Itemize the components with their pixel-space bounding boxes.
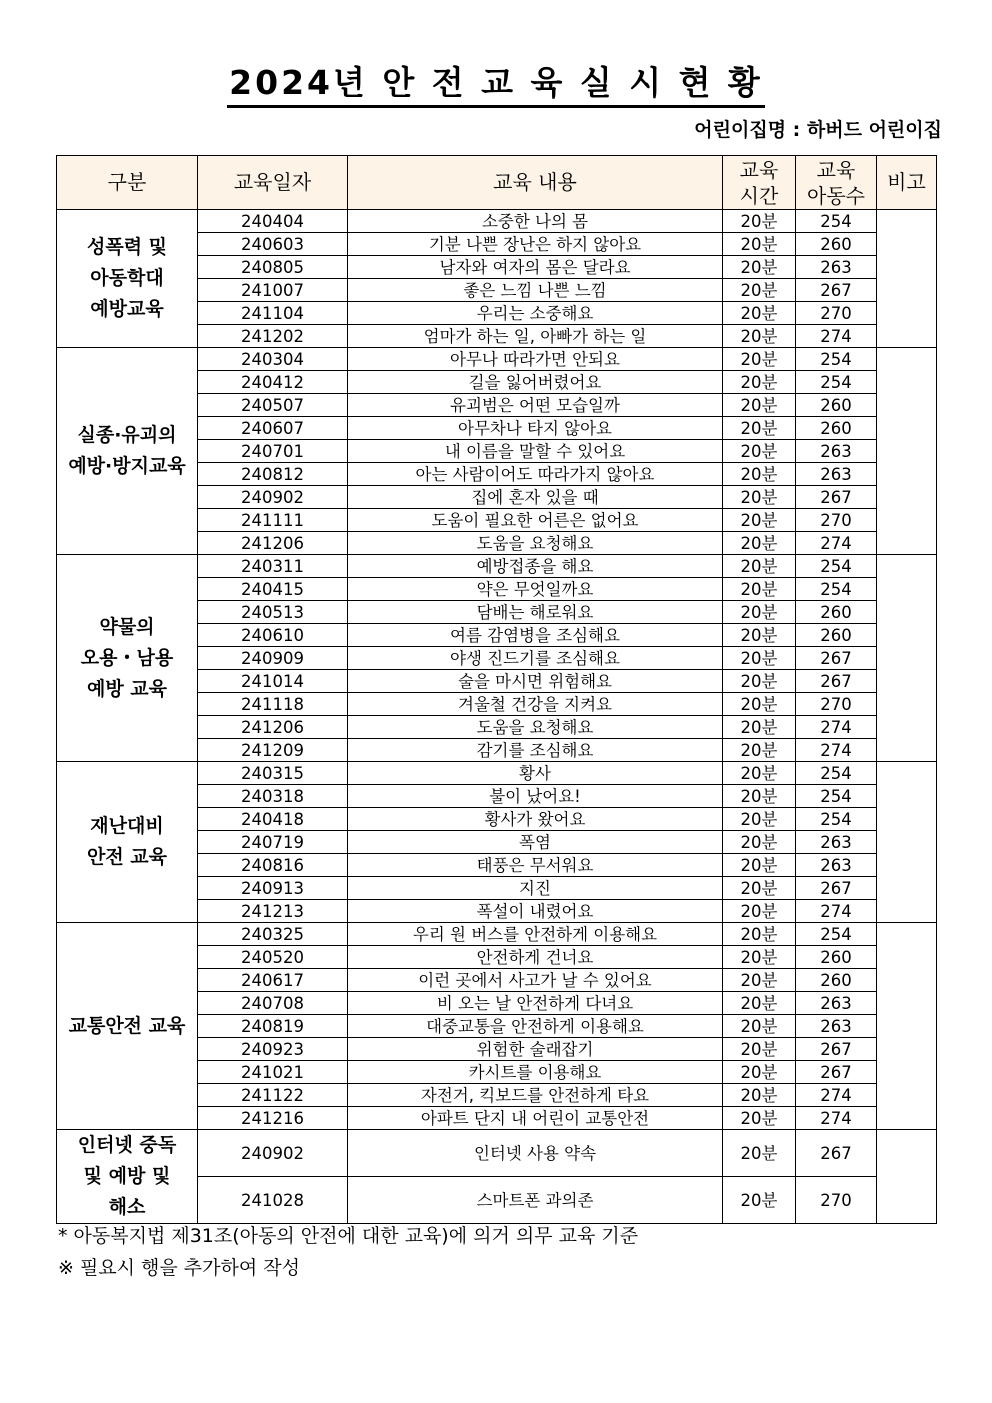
time-cell: 20분 (723, 647, 796, 670)
category-label-line: 교통안전 교육 (68, 1014, 186, 1037)
date-cell: 241007 (198, 279, 348, 302)
document-title (0, 62, 992, 108)
content-cell: 도움을 요청해요 (348, 532, 723, 555)
category-label-line: 오용・남용 (80, 646, 174, 669)
content-cell: 안전하게 건너요 (348, 946, 723, 969)
time-cell: 20분 (723, 1061, 796, 1084)
date-cell: 240701 (198, 440, 348, 463)
content-cell: 야생 진드기를 조심해요 (348, 647, 723, 670)
time-cell: 20분 (723, 394, 796, 417)
time-cell: 20분 (723, 900, 796, 923)
time-cell: 20분 (723, 969, 796, 992)
document-title-text: 2024년 안 전 교 육 실 시 현 황 (227, 62, 765, 108)
content-cell: 남자와 여자의 몸은 달라요 (348, 256, 723, 279)
category-cell (57, 923, 198, 1130)
time-cell: 20분 (723, 923, 796, 946)
date-cell: 240902 (198, 1130, 348, 1177)
content-cell: 자전거, 킥보드를 안전하게 타요 (348, 1084, 723, 1107)
content-cell: 폭염 (348, 831, 723, 854)
content-cell: 겨울철 건강을 지켜요 (348, 693, 723, 716)
content-cell: 아파트 단지 내 어린이 교통안전 (348, 1107, 723, 1130)
time-cell: 20분 (723, 1177, 796, 1224)
date-cell: 240708 (198, 992, 348, 1015)
date-cell: 241206 (198, 532, 348, 555)
content-cell: 황사가 왔어요 (348, 808, 723, 831)
date-cell: 241028 (198, 1177, 348, 1224)
content-cell: 감기를 조심해요 (348, 739, 723, 762)
content-cell: 내 이름을 말할 수 있어요 (348, 440, 723, 463)
category-label-line: 약물의 (99, 615, 155, 638)
date-cell: 240404 (198, 210, 348, 233)
date-cell: 240617 (198, 969, 348, 992)
count-cell: 263 (796, 854, 877, 877)
table-row (57, 762, 937, 785)
content-cell: 집에 혼자 있을 때 (348, 486, 723, 509)
content-cell: 길을 잃어버렸어요 (348, 371, 723, 394)
date-cell: 240315 (198, 762, 348, 785)
date-cell: 240607 (198, 417, 348, 440)
content-cell: 위험한 술래잡기 (348, 1038, 723, 1061)
count-cell: 254 (796, 808, 877, 831)
content-cell: 약은 무엇일까요 (348, 578, 723, 601)
time-cell: 20분 (723, 302, 796, 325)
date-cell: 240325 (198, 923, 348, 946)
footnote-add-rows: ※ 필요시 행을 추가하여 작성 (58, 1257, 300, 1279)
count-cell: 254 (796, 762, 877, 785)
time-cell: 20분 (723, 463, 796, 486)
content-cell: 여름 감염병을 조심해요 (348, 624, 723, 647)
header-count (796, 156, 877, 210)
date-cell: 241209 (198, 739, 348, 762)
count-cell: 270 (796, 693, 877, 716)
time-cell: 20분 (723, 578, 796, 601)
date-cell: 240520 (198, 946, 348, 969)
category-cell (57, 1130, 198, 1224)
time-cell: 20분 (723, 1107, 796, 1130)
table-row (57, 210, 937, 233)
date-cell: 240819 (198, 1015, 348, 1038)
time-cell: 20분 (723, 992, 796, 1015)
table-row (57, 555, 937, 578)
count-cell: 267 (796, 279, 877, 302)
date-cell: 241213 (198, 900, 348, 923)
time-cell: 20분 (723, 739, 796, 762)
count-cell: 260 (796, 624, 877, 647)
date-cell: 240812 (198, 463, 348, 486)
content-cell: 우리는 소중해요 (348, 302, 723, 325)
note-cell (877, 762, 937, 923)
category-label-line: 및 예방 및 (83, 1165, 171, 1187)
content-cell: 카시트를 이용해요 (348, 1061, 723, 1084)
note-cell (877, 210, 937, 348)
count-cell: 263 (796, 463, 877, 486)
category-label-line: 성폭력 및 (86, 236, 168, 258)
category-label-line: 안전 교육 (86, 846, 168, 868)
count-cell: 270 (796, 1177, 877, 1224)
content-cell: 지진 (348, 877, 723, 900)
count-cell: 254 (796, 348, 877, 371)
time-cell: 20분 (723, 670, 796, 693)
content-cell: 아는 사람이어도 따라가지 않아요 (348, 463, 723, 486)
time-cell: 20분 (723, 325, 796, 348)
count-cell: 254 (796, 785, 877, 808)
count-cell: 267 (796, 1038, 877, 1061)
table-row (57, 1130, 937, 1177)
count-cell: 263 (796, 440, 877, 463)
category-label-line: 예방교육 (90, 298, 164, 320)
content-cell: 술을 마시면 위험해요 (348, 670, 723, 693)
count-cell: 254 (796, 210, 877, 233)
time-cell: 20분 (723, 762, 796, 785)
count-cell: 254 (796, 923, 877, 946)
time-cell: 20분 (723, 555, 796, 578)
date-cell: 240507 (198, 394, 348, 417)
time-cell: 20분 (723, 371, 796, 394)
count-cell: 274 (796, 716, 877, 739)
count-cell: 260 (796, 601, 877, 624)
count-cell: 274 (796, 739, 877, 762)
category-cell (57, 762, 198, 923)
header-content: 교육 내용 (348, 156, 723, 210)
content-cell: 우리 원 버스를 안전하게 이용해요 (348, 923, 723, 946)
date-cell: 240805 (198, 256, 348, 279)
count-cell: 267 (796, 1130, 877, 1177)
date-cell: 240902 (198, 486, 348, 509)
content-cell: 비 오는 날 안전하게 다녀요 (348, 992, 723, 1015)
count-cell: 260 (796, 233, 877, 256)
content-cell: 기분 나쁜 장난은 하지 않아요 (348, 233, 723, 256)
date-cell: 240909 (198, 647, 348, 670)
content-cell: 황사 (348, 762, 723, 785)
note-cell (877, 1130, 937, 1224)
count-cell: 267 (796, 647, 877, 670)
time-cell: 20분 (723, 624, 796, 647)
time-cell: 20분 (723, 601, 796, 624)
count-cell: 260 (796, 417, 877, 440)
header-time-line2: 시간 (739, 183, 779, 208)
date-cell: 240318 (198, 785, 348, 808)
count-cell: 254 (796, 371, 877, 394)
count-cell: 260 (796, 946, 877, 969)
date-cell: 240923 (198, 1038, 348, 1061)
header-count-line1: 교육 (816, 157, 856, 182)
center-name: 어린이집명 : 하버드 어린이집 (694, 119, 942, 141)
date-cell: 241122 (198, 1084, 348, 1107)
date-cell: 240610 (198, 624, 348, 647)
date-cell: 240719 (198, 831, 348, 854)
time-cell: 20분 (723, 440, 796, 463)
time-cell: 20분 (723, 256, 796, 279)
time-cell: 20분 (723, 532, 796, 555)
content-cell: 유괴범은 어떤 모습일까 (348, 394, 723, 417)
header-time-line1: 교육 (739, 157, 779, 182)
time-cell: 20분 (723, 785, 796, 808)
count-cell: 270 (796, 302, 877, 325)
category-label-line: 실종·유괴의 (77, 424, 177, 446)
date-cell: 241206 (198, 716, 348, 739)
content-cell: 소중한 나의 몸 (348, 210, 723, 233)
time-cell: 20분 (723, 1015, 796, 1038)
content-cell: 태풍은 무서워요 (348, 854, 723, 877)
date-cell: 241014 (198, 670, 348, 693)
date-cell: 240816 (198, 854, 348, 877)
table-row (57, 348, 937, 371)
content-cell: 스마트폰 과의존 (348, 1177, 723, 1224)
time-cell: 20분 (723, 417, 796, 440)
header-category: 구분 (57, 156, 198, 210)
header-count-line2: 아동수 (807, 183, 865, 208)
table-body (57, 210, 937, 1224)
header-date: 교육일자 (198, 156, 348, 210)
count-cell: 274 (796, 1084, 877, 1107)
count-cell: 274 (796, 1107, 877, 1130)
count-cell: 254 (796, 578, 877, 601)
time-cell: 20분 (723, 854, 796, 877)
time-cell: 20분 (723, 877, 796, 900)
category-label-line: 재난대비 (90, 815, 164, 837)
content-cell: 폭설이 내렸어요 (348, 900, 723, 923)
date-cell: 241104 (198, 302, 348, 325)
category-cell (57, 210, 198, 348)
time-cell: 20분 (723, 486, 796, 509)
time-cell: 20분 (723, 1130, 796, 1177)
count-cell: 260 (796, 394, 877, 417)
date-cell: 240913 (198, 877, 348, 900)
header-row (57, 156, 937, 210)
date-cell: 240311 (198, 555, 348, 578)
note-cell (877, 555, 937, 762)
content-cell: 예방접종을 해요 (348, 555, 723, 578)
date-cell: 240304 (198, 348, 348, 371)
time-cell: 20분 (723, 279, 796, 302)
count-cell: 267 (796, 486, 877, 509)
note-cell (877, 923, 937, 1130)
category-label-line: 아동학대 (90, 267, 164, 289)
category-label-line: 예방·방지교육 (68, 455, 186, 477)
content-cell: 대중교통을 안전하게 이용해요 (348, 1015, 723, 1038)
time-cell: 20분 (723, 348, 796, 371)
time-cell: 20분 (723, 808, 796, 831)
header-note: 비고 (877, 156, 937, 210)
count-cell: 254 (796, 555, 877, 578)
date-cell: 240415 (198, 578, 348, 601)
date-cell: 241111 (198, 509, 348, 532)
content-cell: 아무차나 타지 않아요 (348, 417, 723, 440)
count-cell: 274 (796, 325, 877, 348)
count-cell: 274 (796, 900, 877, 923)
content-cell: 도움이 필요한 어른은 없어요 (348, 509, 723, 532)
footnote-legal-basis: * 아동복지법 제31조(아동의 안전에 대한 교육)에 의거 의무 교육 기준 (58, 1225, 639, 1247)
count-cell: 267 (796, 1061, 877, 1084)
date-cell: 240603 (198, 233, 348, 256)
time-cell: 20분 (723, 831, 796, 854)
count-cell: 263 (796, 1015, 877, 1038)
content-cell: 좋은 느낌 나쁜 느낌 (348, 279, 723, 302)
count-cell: 267 (796, 670, 877, 693)
time-cell: 20분 (723, 1038, 796, 1061)
date-cell: 240418 (198, 808, 348, 831)
time-cell: 20분 (723, 509, 796, 532)
category-label-line: 해소 (108, 1196, 146, 1218)
count-cell: 270 (796, 509, 877, 532)
content-cell: 아무나 따라가면 안되요 (348, 348, 723, 371)
count-cell: 274 (796, 532, 877, 555)
count-cell: 260 (796, 969, 877, 992)
time-cell: 20분 (723, 210, 796, 233)
table-row (57, 923, 937, 946)
time-cell: 20분 (723, 946, 796, 969)
category-cell (57, 555, 198, 762)
time-cell: 20분 (723, 1084, 796, 1107)
time-cell: 20분 (723, 233, 796, 256)
content-cell: 엄마가 하는 일, 아빠가 하는 일 (348, 325, 723, 348)
content-cell: 불이 났어요! (348, 785, 723, 808)
time-cell: 20분 (723, 716, 796, 739)
date-cell: 240513 (198, 601, 348, 624)
content-cell: 담배는 해로워요 (348, 601, 723, 624)
header-time (723, 156, 796, 210)
count-cell: 263 (796, 992, 877, 1015)
count-cell: 263 (796, 831, 877, 854)
date-cell: 240412 (198, 371, 348, 394)
content-cell: 이런 곳에서 사고가 날 수 있어요 (348, 969, 723, 992)
date-cell: 241202 (198, 325, 348, 348)
note-cell (877, 348, 937, 555)
count-cell: 263 (796, 256, 877, 279)
category-label-line: 인터넷 중독 (77, 1134, 177, 1156)
count-cell: 267 (796, 877, 877, 900)
date-cell: 241216 (198, 1107, 348, 1130)
time-cell: 20분 (723, 693, 796, 716)
date-cell: 241021 (198, 1061, 348, 1084)
date-cell: 241118 (198, 693, 348, 716)
content-cell: 인터넷 사용 약속 (348, 1130, 723, 1177)
category-cell (57, 348, 198, 555)
category-label-line: 예방 교육 (86, 677, 168, 700)
safety-education-table (56, 155, 937, 1224)
content-cell: 도움을 요청해요 (348, 716, 723, 739)
